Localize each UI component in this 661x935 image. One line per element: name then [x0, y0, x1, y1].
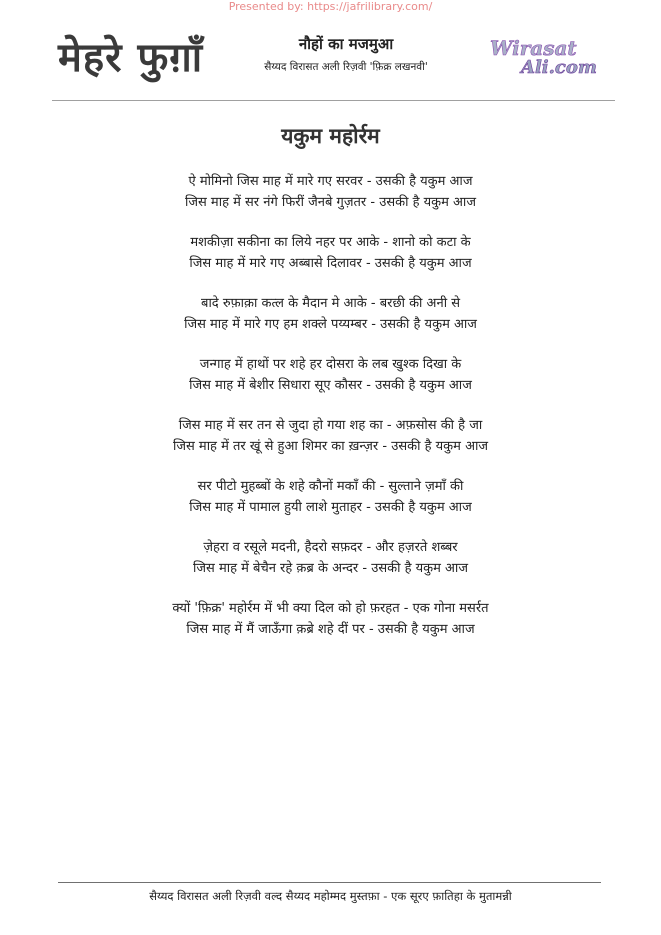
stanza-5 — [0, 415, 661, 457]
logo-line1: Wirasat — [490, 36, 577, 60]
stanza-4 — [0, 354, 661, 396]
stanza-7 — [0, 537, 661, 579]
author-name: सैय्यद विरासत अली रिज़वी 'फ़िक्र लखनवी' — [264, 61, 428, 73]
stanza-3 — [0, 293, 661, 335]
stanza-line: जिस माह में सर तन से जुदा हो गया शह का - अफ़सोस की है जा — [178, 418, 483, 433]
stanza-line: मशकीज़ा सकीना का लिये नहर पर आके - शानो को कटा के — [190, 235, 471, 250]
stanza-2 — [0, 232, 661, 274]
stanza-line: ऐ मोमिनो जिस माह में मारे गए सरवर - उसकी है यकुम आज — [188, 174, 473, 189]
stanza-line: जिस माह में मैं जाऊँगा क़ब्रे शहे दीं पर - उसकी है यकुम आज — [186, 622, 475, 637]
stanza-line: सर पीटो मुहब्बों के शहे कौनों मकाँ की - सुल्ताने ज़माँ की — [197, 479, 464, 494]
presented-by-banner[interactable]: Presented by: https://jafrilibrary.com/ — [228, 0, 433, 13]
stanza-line: जिस माह में मारे गए अब्बासे दिलावर - उसकी है यकुम आज — [189, 256, 472, 271]
footer-divider — [58, 882, 601, 883]
header-divider — [52, 100, 615, 101]
stanza-6 — [0, 476, 661, 518]
stanza-line: जिस माह में सर नंगे फिरीं जैनबे गुज़तर - उसकी है यकुम आज — [185, 195, 476, 210]
stanza-line: जिस माह में बेचैन रहे क़ब्र के अन्दर - उसकी है यकुम आज — [193, 561, 468, 576]
poem-title: यकुम महोर्रम — [281, 124, 380, 148]
stanza-8 — [0, 598, 661, 640]
book-title: नौहों का मजमुआ — [298, 35, 394, 53]
stanza-1 — [0, 171, 661, 213]
stanza-line: क्यों 'फ़िक्र' महोर्रम में भी क्या दिल को हो फ़रहत - एक गोना मसर्रत — [172, 601, 489, 616]
stanza-line: बादे रुफ़ाक़ा कत्ल के मैदान मे आके - बरछी की अनी से — [201, 296, 460, 311]
header-info — [232, 34, 460, 74]
stanza-line: जिस माह में मारे गए हम शक्ले पय्यम्बर - उसकी है यकुम आज — [184, 317, 477, 332]
poem-body — [0, 171, 661, 659]
stanza-line: जिस माह में पामाल हुयी लाशे मुताहर - उसकी है यकुम आज — [189, 500, 472, 515]
stanza-line: ज़ेहरा व रसूले मदनी, हैदरो सफ़दर - और हज़रते शब्बर — [203, 540, 458, 555]
logo-line2: Ali.com — [521, 57, 597, 77]
stanza-line: जिस माह में बेशीर सिधारा सूए कौसर - उसकी है यकुम आज — [189, 378, 472, 393]
footer-dedication: सैय्यद विरासत अली रिज़वी वल्द सैय्यद महोम्मद मुस्तफ़ा - एक सूरए फ़ातिहा के मुतामन्नी — [149, 889, 512, 903]
stanza-line: जन्गाह में हाथों पर शहे हर दोसरा के लब खुश्क दिखा के — [199, 357, 462, 372]
stanza-line: जिस माह में तर खूं से हुआ शिमर का ख़न्ज़र - उसकी है यकुम आज — [172, 439, 489, 454]
wirasat-ali-logo — [487, 33, 607, 77]
book-brand-title: मेहरे फुग़ाँ — [58, 35, 204, 81]
